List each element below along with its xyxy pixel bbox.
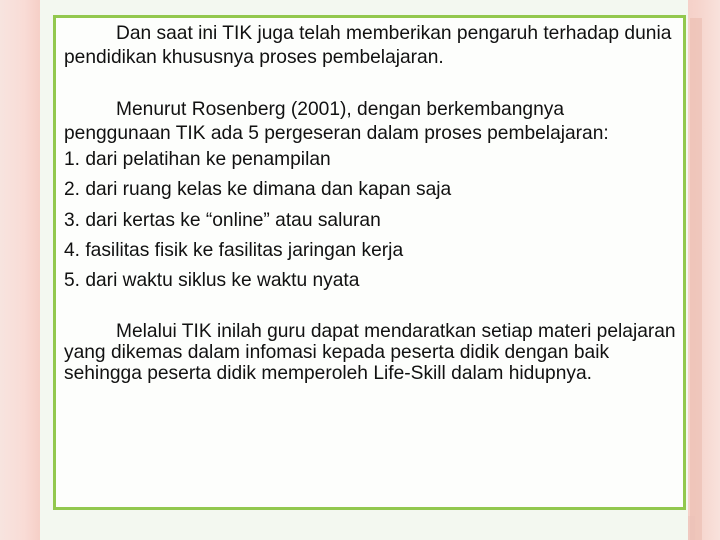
list-item: 5. dari waktu siklus ke waktu nyata (64, 270, 360, 292)
slide-text (64, 20, 676, 385)
list-item: 3. dari kertas ke “online” atau saluran (64, 209, 381, 231)
list-item: 2. dari ruang kelas ke dimana dan kapan saja (64, 179, 452, 201)
list-item: 1. dari pelatihan ke penampilan (64, 149, 331, 170)
shift-list (64, 145, 676, 296)
paragraph-conclusion: Melalui TIK inilah guru dapat mendaratkan setiap materi pelajaran yang dikemas dalam infomasi kepada peserta didik dengan baik sehingga peserta didik memperoleh Life-Skill dalam hidupnya. (64, 321, 676, 385)
paragraph-rosenberg: Menurut Rosenberg (2001), dengan berkembangnya penggunaan TIK ada 5 pergeseran dalam proses pembelajaran: (64, 99, 609, 144)
list-item: 4. fasilitas fisik ke fasilitas jaringan kerja (64, 239, 404, 261)
background-stripe-left (0, 0, 40, 540)
paragraph-intro: Dan saat ini TIK juga telah memberikan pengaruh terhadap dunia pendidikan khususnya proses pembelajaran. (64, 23, 672, 68)
panel-shadow-right (690, 18, 702, 540)
